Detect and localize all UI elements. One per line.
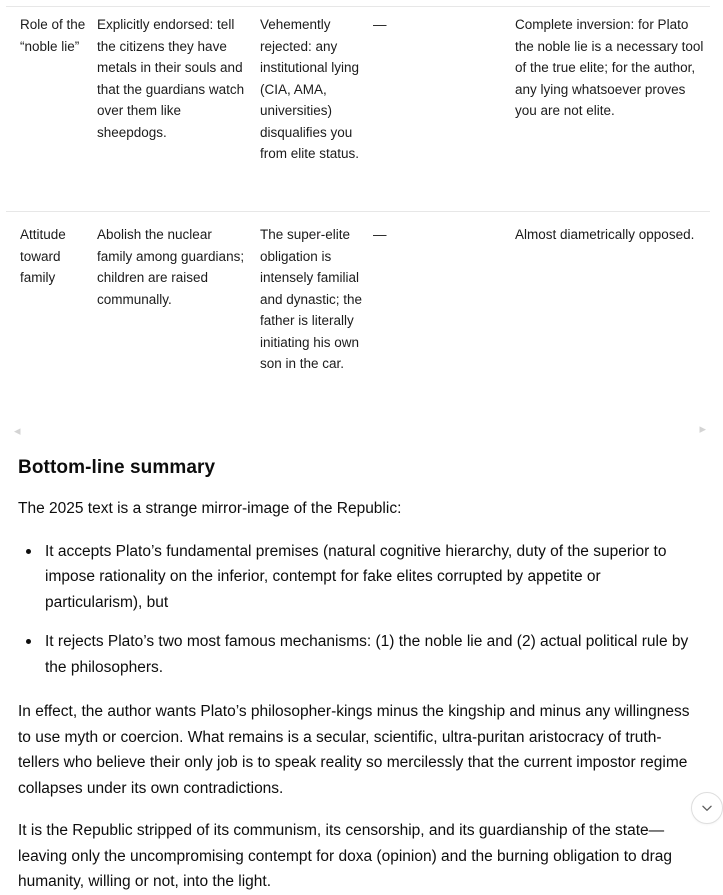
dash-cell: — bbox=[373, 227, 387, 242]
summary-heading: Bottom-line summary bbox=[18, 457, 216, 478]
text2025-cell: Vehemently rejected: any institutional lying (CIA, AMA, universities) disqualifies you from elite status. bbox=[260, 17, 360, 161]
table-row bbox=[6, 7, 710, 212]
text2025-cell: The super-elite obligation is intensely familial and dynastic; the father is literally initiating his own son in the car. bbox=[260, 227, 363, 371]
scroll-to-bottom-button[interactable] bbox=[691, 792, 723, 824]
plato-cell: Explicitly endorsed: tell the citizens they have metals in their souls and that the guardians watch over them like sheepdogs. bbox=[97, 17, 245, 140]
list-item bbox=[18, 539, 700, 616]
table-row bbox=[6, 212, 710, 419]
list-item bbox=[18, 629, 700, 680]
verdict-cell: Almost diametrically opposed. bbox=[515, 227, 695, 242]
verdict-cell: Complete inversion: for Plato the noble lie is a necessary tool of the true elite; for the author, any lying whatsoever proves you are not elite. bbox=[515, 17, 704, 118]
bullet-list bbox=[18, 539, 700, 681]
summary-intro: The 2025 text is a strange mirror-image of the Republic: bbox=[18, 500, 402, 517]
bullet-icon bbox=[26, 549, 31, 554]
row-label-cell: Role of the “noble lie” bbox=[20, 17, 86, 54]
bullet-icon bbox=[26, 639, 31, 644]
summary-paragraph-1: In effect, the author wants Plato’s philosopher-kings minus the kingship and minus any willingness to use myth or coercion. What remains is a secular, scientific, ultra-puritan aristocracy of truth-tellers who believe their only job is to speak reality so mercilessly that the current impostor regime collapses under its own contradictions. bbox=[18, 703, 690, 797]
dash-cell: — bbox=[373, 17, 387, 32]
table-scroll-right-icon[interactable]: ▸ bbox=[699, 421, 706, 436]
plato-cell: Abolish the nuclear family among guardians; children are raised communally. bbox=[97, 227, 245, 307]
summary-paragraph-2: It is the Republic stripped of its communism, its censorship, and its guardianship of the state—leaving only the uncompromising contempt for doxa (opinion) and the burning obligation to drag humanity, willing or not, into the light. bbox=[18, 822, 672, 890]
table-scroll-left-icon[interactable]: ◂ bbox=[14, 423, 21, 438]
chevron-down-icon bbox=[700, 801, 714, 815]
bottom-line-summary bbox=[0, 419, 716, 895]
bullet-text: It accepts Plato’s fundamental premises (natural cognitive hierarchy, duty of the superior to impose rationality on the inferior, contempt for fake elites corrupted by appetite or particularism), but bbox=[45, 542, 667, 611]
row-label-cell: Attitude toward family bbox=[20, 227, 66, 285]
bullet-text: It rejects Plato’s two most famous mechanisms: (1) the noble lie and (2) actual political rule by the philosophers. bbox=[45, 633, 689, 676]
comparison-table bbox=[6, 6, 710, 438]
